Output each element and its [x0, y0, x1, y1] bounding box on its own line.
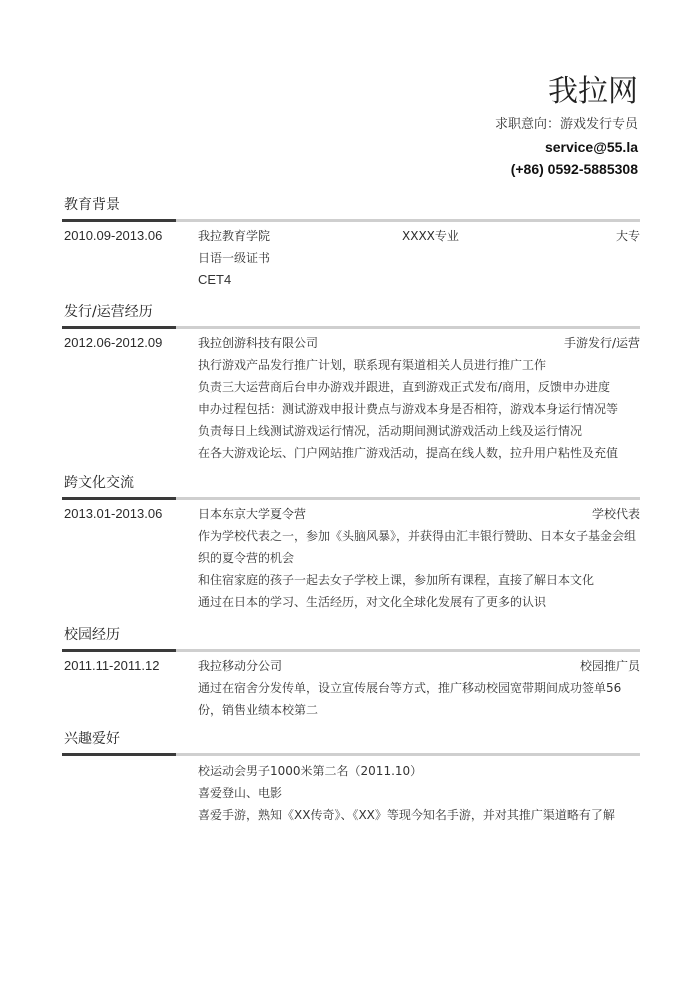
section-cross-culture: [62, 473, 640, 613]
entry-details: [198, 247, 640, 291]
section-title: 教育背景: [64, 197, 120, 213]
section-title: 发行/运营经历: [64, 304, 153, 320]
company-name: 我拉创游科技有限公司: [198, 336, 319, 350]
section-divider: [62, 326, 640, 329]
entry-details: [198, 677, 640, 721]
entry-header: [62, 503, 640, 525]
section-divider: [62, 219, 640, 222]
org-name: 我拉移动分公司: [198, 659, 283, 673]
list-item: 日语一级证书: [198, 251, 271, 265]
job-role: 学校代表: [591, 507, 640, 521]
list-item: 喜爱登山、电影: [198, 786, 283, 800]
list-item: 校运动会男子1000米第二名（2011.10）: [198, 764, 423, 778]
section-divider: [62, 497, 640, 500]
list-item: 负责三大运营商后台申办游戏并跟进，直到游戏正式发布/商用，反馈申办进度: [198, 380, 611, 394]
section-operations: [62, 302, 640, 464]
section-title: 校园经历: [64, 627, 120, 643]
section-hobbies: [62, 729, 640, 826]
entry-date: 2013.01-2013.06: [64, 506, 163, 521]
entry-details: [198, 760, 640, 826]
org-name: 日本东京大学夏令营: [198, 507, 307, 521]
list-item: 和住宿家庭的孩子一起去女子学校上课，参加所有课程，直接了解日本文化: [198, 573, 595, 587]
job-role: 手游发行/运营: [563, 336, 640, 350]
list-item: 在各大游戏论坛、门户网站推广游戏活动，提高在线人数，拉升用户粘性及充值: [198, 446, 619, 460]
candidate-name: 我拉网: [548, 74, 638, 109]
job-objective: 求职意向：游戏发行专员: [494, 117, 638, 132]
resume-header: [495, 70, 638, 180]
list-item: 喜爱手游，熟知《XX传奇》、《XX》等现今知名手游，并对其推广渠道略有了解: [198, 808, 615, 822]
school-name: 我拉教育学院: [198, 229, 271, 243]
entry-date: 2011.11-2011.12: [64, 658, 160, 673]
list-item: 通过在日本的学习、生活经历，对文化全球化发展有了更多的认识: [198, 595, 547, 609]
entry-details: [198, 525, 640, 613]
list-item: 负责每日上线测试游戏运行情况，活动期间测试游戏活动上线及运行情况: [198, 424, 583, 438]
major: XXXX专业: [402, 229, 459, 243]
entry-date: 2012.06-2012.09: [64, 335, 163, 350]
list-item: 申办过程包括：测试游戏申报计费点与游戏本身是否相符，游戏本身运行情况等: [198, 402, 619, 416]
list-item: 作为学校代表之一，参加《头脑风暴》，并获得由汇丰银行赞助、日本女子基金会组织的夏令营的机会: [198, 529, 637, 565]
phone[interactable]: (+86) 0592-5885308: [510, 161, 638, 177]
email[interactable]: service@55.la: [544, 139, 638, 155]
list-item: 通过在宿舍分发传单，设立宣传展台等方式，推广移动校园宽带期间成功签单56份，销售业绩本校第二: [198, 681, 622, 717]
section-education: [62, 195, 640, 291]
entry-header: [62, 655, 640, 677]
degree: 大专: [615, 229, 640, 243]
section-title: 兴趣爱好: [64, 731, 120, 747]
job-role: 校园推广员: [579, 659, 640, 673]
section-divider: [62, 753, 640, 756]
list-item: CET4: [198, 272, 232, 287]
entry-header: [62, 332, 640, 354]
section-title: 跨文化交流: [64, 475, 134, 491]
entry-date: 2010.09-2013.06: [64, 228, 163, 243]
section-campus: [62, 625, 640, 721]
entry-details: [198, 354, 640, 464]
section-divider: [62, 649, 640, 652]
entry-header: [62, 225, 640, 247]
list-item: 执行游戏产品发行推广计划，联系现有渠道相关人员进行推广工作: [198, 358, 547, 372]
